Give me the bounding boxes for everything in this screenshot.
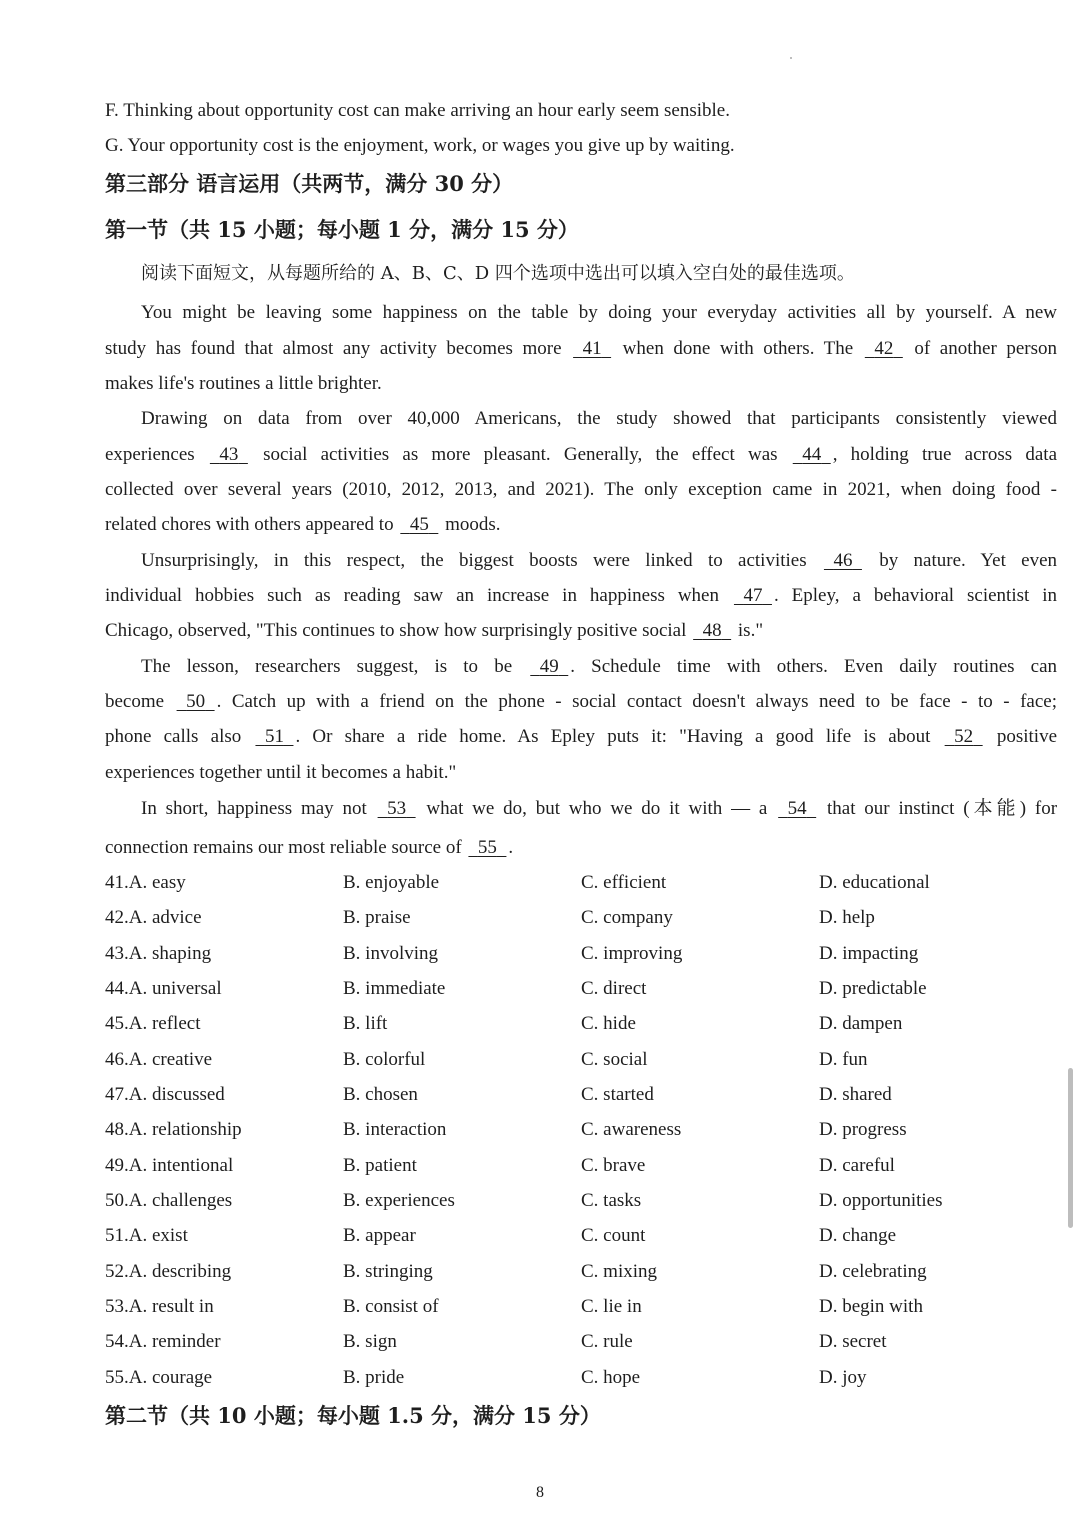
option-c: C. hide xyxy=(581,1013,636,1034)
scrollbar[interactable] xyxy=(1068,1068,1073,1228)
passage-line: experiences together until it becomes a habit." xyxy=(105,762,457,783)
option-c: C. hope xyxy=(581,1367,641,1388)
passage-line: Drawing on data from over 40,000 Americans, the study showed that participants consistently viewed xyxy=(141,408,1057,429)
option-d: D. fun xyxy=(819,1049,868,1070)
option-d: D. progress xyxy=(819,1119,907,1140)
option-row xyxy=(105,1189,1057,1213)
blank-55: 55 xyxy=(477,837,497,858)
option-d: D. dampen xyxy=(819,1013,903,1034)
option-b: B. appear xyxy=(343,1225,416,1246)
blank-41: 41 xyxy=(582,338,602,359)
option-c: C. direct xyxy=(581,978,647,999)
blank-54: 54 xyxy=(787,798,807,819)
option-row xyxy=(105,1048,1057,1072)
option-row xyxy=(105,977,1057,1001)
instruction: 阅读下面短文，从每题所给的 A、B、C、D 四个选项中选出可以填入空白处的最佳选项。 xyxy=(141,263,855,284)
option-a: 41.A. easy xyxy=(105,872,186,893)
option-d: D. secret xyxy=(819,1331,887,1352)
option-row xyxy=(105,1295,1057,1319)
passage-line: related chores with others appeared to 45 moods. xyxy=(105,514,501,535)
passage-line: study has found that almost any activity becomes more 41 when done with others. The 42 of another person xyxy=(105,338,1057,359)
blank-42: 42 xyxy=(874,338,894,359)
section1-title: 第一节（共 15 小题；每小题 1 分，满分 15 分） xyxy=(105,217,579,242)
option-b: B. colorful xyxy=(343,1049,426,1070)
option-b: B. experiences xyxy=(343,1190,455,1211)
option-a: 50.A. challenges xyxy=(105,1190,233,1211)
option-a: 46.A. creative xyxy=(105,1049,213,1070)
option-c: C. brave xyxy=(581,1155,646,1176)
option-c: C. company xyxy=(581,907,673,928)
passage-line: phone calls also 51 . Or share a ride home. As Epley puts it: "Having a good life is about 52 positive xyxy=(105,726,1058,747)
option-row xyxy=(105,1330,1057,1354)
option-a: 42.A. advice xyxy=(105,907,202,928)
scan-speck xyxy=(790,57,792,59)
option-c: C. mixing xyxy=(581,1261,658,1282)
blank-46: 46 xyxy=(833,550,853,571)
option-row xyxy=(105,1012,1057,1036)
option-a: 44.A. universal xyxy=(105,978,222,999)
blank-47: 47 xyxy=(743,585,763,606)
option-c: C. rule xyxy=(581,1331,633,1352)
option-row xyxy=(105,1118,1057,1142)
option-row xyxy=(105,1224,1057,1248)
option-a: 47.A. discussed xyxy=(105,1084,225,1105)
option-row xyxy=(105,871,1057,895)
passage-line: experiences 43 social activities as more pleasant. Generally, the effect was 44 , holding true across data xyxy=(105,444,1058,465)
passage-line: individual hobbies such as reading saw an increase in happiness when 47 . Epley, a behavioral scientist in xyxy=(105,585,1058,606)
option-d: D. educational xyxy=(819,872,930,893)
blank-52: 52 xyxy=(954,726,974,747)
option-b: B. stringing xyxy=(343,1261,433,1282)
page-number: 8 xyxy=(536,1484,544,1501)
option-a: 49.A. intentional xyxy=(105,1155,234,1176)
option-c: C. count xyxy=(581,1225,646,1246)
blank-44: 44 xyxy=(802,444,822,465)
option-a: 55.A. courage xyxy=(105,1367,213,1388)
option-f: F. Thinking about opportunity cost can make arriving an hour early seem sensible. xyxy=(105,100,730,121)
option-row xyxy=(105,942,1057,966)
option-d: D. begin with xyxy=(819,1296,923,1317)
blank-53: 53 xyxy=(387,798,407,819)
option-d: D. impacting xyxy=(819,943,919,964)
option-d: D. celebrating xyxy=(819,1261,927,1282)
option-a: 52.A. describing xyxy=(105,1261,232,1282)
blank-51: 51 xyxy=(264,726,284,747)
passage-line: Chicago, observed, "This continues to show how surprisingly positive social 48 is." xyxy=(105,620,764,641)
blank-50: 50 xyxy=(186,691,206,712)
option-b: B. interaction xyxy=(343,1119,447,1140)
passage-line: makes life's routines a little brighter. xyxy=(105,373,382,394)
passage-line: become 50 . Catch up with a friend on the phone - social contact doesn't always need to be face - to - face; xyxy=(105,691,1057,712)
passage-line: collected over several years (2010, 2012, 2013, and 2021). The only exception came in 2021, when doing food - xyxy=(105,479,1057,500)
option-d: D. shared xyxy=(819,1084,892,1105)
option-b: B. lift xyxy=(343,1013,388,1034)
option-c: C. awareness xyxy=(581,1119,682,1140)
option-b: B. enjoyable xyxy=(343,872,440,893)
option-b: B. involving xyxy=(343,943,439,964)
option-d: D. change xyxy=(819,1225,897,1246)
option-b: B. consist of xyxy=(343,1296,439,1317)
option-d: D. help xyxy=(819,907,875,928)
passage-line: In short, happiness may not 53 what we do, but who we do it with — a 54 that our instinct (本能) for xyxy=(141,798,1058,819)
option-d: D. joy xyxy=(819,1367,867,1388)
option-a: 45.A. reflect xyxy=(105,1013,201,1034)
option-c: C. social xyxy=(581,1049,648,1070)
option-c: C. efficient xyxy=(581,872,667,893)
option-a: 54.A. reminder xyxy=(105,1331,221,1352)
option-a: 48.A. relationship xyxy=(105,1119,242,1140)
option-row xyxy=(105,1154,1057,1178)
option-c: C. tasks xyxy=(581,1190,642,1211)
option-d: D. opportunities xyxy=(819,1190,943,1211)
blank-49: 49 xyxy=(539,656,559,677)
option-c: C. improving xyxy=(581,943,683,964)
option-b: B. praise xyxy=(343,907,411,928)
passage-line: Unsurprisingly, in this respect, the biggest boosts were linked to activities 46 by nature. Yet even xyxy=(141,550,1058,571)
option-b: B. chosen xyxy=(343,1084,418,1105)
option-c: C. started xyxy=(581,1084,654,1105)
section2-title: 第二节（共 10 小题；每小题 1.5 分，满分 15 分） xyxy=(105,1403,601,1428)
option-b: B. sign xyxy=(343,1331,397,1352)
option-row xyxy=(105,1366,1057,1390)
option-b: B. pride xyxy=(343,1367,405,1388)
passage-line: The lesson, researchers suggest, is to be 49 . Schedule time with others. Even daily routines can xyxy=(141,656,1058,677)
option-row xyxy=(105,906,1057,930)
blank-45: 45 xyxy=(409,514,429,535)
blank-43: 43 xyxy=(219,444,239,465)
blank-48: 48 xyxy=(702,620,722,641)
option-row xyxy=(105,1083,1057,1107)
option-b: B. immediate xyxy=(343,978,446,999)
part3-title: 第三部分 语言运用（共两节，满分 30 分） xyxy=(105,171,514,196)
option-a: 43.A. shaping xyxy=(105,943,212,964)
passage-line: You might be leaving some happiness on the table by doing your everyday activities all by yourself. A new xyxy=(141,302,1057,323)
option-d: D. careful xyxy=(819,1155,895,1176)
option-a: 51.A. exist xyxy=(105,1225,188,1246)
option-c: C. lie in xyxy=(581,1296,642,1317)
passage-line: connection remains our most reliable source of 55 . xyxy=(105,837,514,858)
option-d: D. predictable xyxy=(819,978,927,999)
option-b: B. patient xyxy=(343,1155,417,1176)
option-a: 53.A. result in xyxy=(105,1296,214,1317)
option-g: G. Your opportunity cost is the enjoyment, work, or wages you give up by waiting. xyxy=(105,135,735,156)
option-row xyxy=(105,1260,1057,1284)
